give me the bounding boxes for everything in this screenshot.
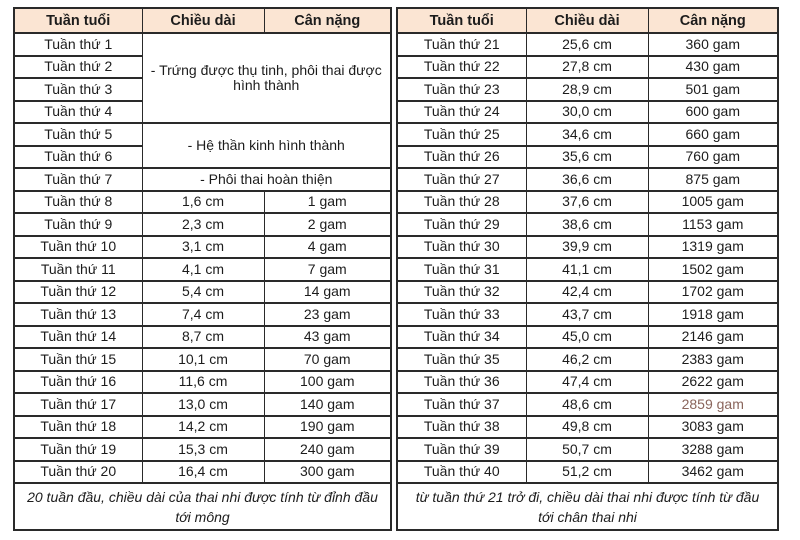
weeks-21-40-table	[396, 7, 779, 531]
length-cell: 42,4 cm	[526, 281, 648, 304]
length-cell: 34,6 cm	[526, 123, 648, 146]
weight-cell: 7 gam	[264, 258, 391, 281]
week-cell: Tuần thứ 5	[14, 123, 142, 146]
weight-cell: 4 gam	[264, 236, 391, 259]
week-cell: Tuần thứ 38	[397, 416, 526, 439]
week-cell: Tuần thứ 13	[14, 303, 142, 326]
table-row	[397, 416, 778, 439]
length-cell: 39,9 cm	[526, 236, 648, 259]
table-row	[14, 168, 391, 191]
week-cell: Tuần thứ 20	[14, 461, 142, 484]
weight-cell: 300 gam	[264, 461, 391, 484]
week-cell: Tuần thứ 19	[14, 438, 142, 461]
col-header-week: Tuần tuổi	[14, 8, 142, 33]
length-cell: 27,8 cm	[526, 56, 648, 79]
week-cell: Tuần thứ 31	[397, 258, 526, 281]
table-row	[397, 56, 778, 79]
week-cell: Tuần thứ 6	[14, 146, 142, 169]
weight-cell: 70 gam	[264, 348, 391, 371]
week-cell: Tuần thứ 23	[397, 78, 526, 101]
week-cell: Tuần thứ 22	[397, 56, 526, 79]
week-cell: Tuần thứ 24	[397, 101, 526, 124]
table-row	[14, 461, 391, 484]
length-cell: 37,6 cm	[526, 191, 648, 214]
footer-note: từ tuần thứ 21 trở đi, chiều dài thai nhi được tính từ đầu tới chân thai nhi	[397, 483, 778, 530]
col-header-length: Chiều dài	[142, 8, 264, 33]
weight-cell: 3083 gam	[648, 416, 778, 439]
weight-cell: 3462 gam	[648, 461, 778, 484]
weight-cell: 3288 gam	[648, 438, 778, 461]
weight-cell: 1319 gam	[648, 236, 778, 259]
footer-row	[397, 483, 778, 530]
weight-cell: 1153 gam	[648, 213, 778, 236]
table-row	[397, 281, 778, 304]
week-cell: Tuần thứ 37	[397, 393, 526, 416]
length-cell: 49,8 cm	[526, 416, 648, 439]
week-cell: Tuần thứ 4	[14, 101, 142, 124]
table-row	[14, 371, 391, 394]
weight-cell: 501 gam	[648, 78, 778, 101]
col-header-week: Tuần tuổi	[397, 8, 526, 33]
table-row	[14, 258, 391, 281]
weight-cell: 1502 gam	[648, 258, 778, 281]
note-cell: - Hệ thần kinh hình thành	[142, 123, 391, 168]
header-row	[397, 8, 778, 33]
week-cell: Tuần thứ 25	[397, 123, 526, 146]
week-cell: Tuần thứ 21	[397, 33, 526, 56]
weight-cell: 23 gam	[264, 303, 391, 326]
week-cell: Tuần thứ 1	[14, 33, 142, 56]
length-cell: 3,1 cm	[142, 236, 264, 259]
col-header-length: Chiều dài	[526, 8, 648, 33]
weight-cell: 240 gam	[264, 438, 391, 461]
length-cell: 5,4 cm	[142, 281, 264, 304]
table-row	[397, 258, 778, 281]
table-row	[397, 371, 778, 394]
table-row	[397, 123, 778, 146]
week-cell: Tuần thứ 17	[14, 393, 142, 416]
weight-cell: 2146 gam	[648, 326, 778, 349]
length-cell: 50,7 cm	[526, 438, 648, 461]
table-row	[397, 78, 778, 101]
length-cell: 45,0 cm	[526, 326, 648, 349]
length-cell: 46,2 cm	[526, 348, 648, 371]
length-cell: 28,9 cm	[526, 78, 648, 101]
weight-cell: 1918 gam	[648, 303, 778, 326]
week-cell: Tuần thứ 32	[397, 281, 526, 304]
table-row	[14, 281, 391, 304]
week-cell: Tuần thứ 26	[397, 146, 526, 169]
week-cell: Tuần thứ 34	[397, 326, 526, 349]
weight-cell: 360 gam	[648, 33, 778, 56]
length-cell: 7,4 cm	[142, 303, 264, 326]
week-cell: Tuần thứ 7	[14, 168, 142, 191]
length-cell: 10,1 cm	[142, 348, 264, 371]
length-cell: 16,4 cm	[142, 461, 264, 484]
footer-row	[14, 483, 391, 530]
table-row	[397, 33, 778, 56]
table-row	[14, 303, 391, 326]
week-cell: Tuần thứ 28	[397, 191, 526, 214]
length-cell: 35,6 cm	[526, 146, 648, 169]
weight-cell: 2383 gam	[648, 348, 778, 371]
week-cell: Tuần thứ 9	[14, 213, 142, 236]
length-cell: 2,3 cm	[142, 213, 264, 236]
table-row	[14, 213, 391, 236]
table-row	[397, 461, 778, 484]
weight-cell: 2 gam	[264, 213, 391, 236]
note-cell: - Phôi thai hoàn thiện	[142, 168, 391, 191]
length-cell: 30,0 cm	[526, 101, 648, 124]
table-row	[14, 191, 391, 214]
length-cell: 51,2 cm	[526, 461, 648, 484]
table-row	[397, 191, 778, 214]
table-row	[14, 393, 391, 416]
length-cell: 14,2 cm	[142, 416, 264, 439]
table-row	[14, 416, 391, 439]
week-cell: Tuần thứ 8	[14, 191, 142, 214]
length-cell: 4,1 cm	[142, 258, 264, 281]
week-cell: Tuần thứ 27	[397, 168, 526, 191]
week-cell: Tuần thứ 14	[14, 326, 142, 349]
table-row	[397, 236, 778, 259]
length-cell: 43,7 cm	[526, 303, 648, 326]
table-row	[14, 348, 391, 371]
weight-cell: 43 gam	[264, 326, 391, 349]
table-row	[14, 33, 391, 56]
weight-cell: 100 gam	[264, 371, 391, 394]
week-cell: Tuần thứ 29	[397, 213, 526, 236]
length-cell: 13,0 cm	[142, 393, 264, 416]
week-cell: Tuần thứ 11	[14, 258, 142, 281]
weight-cell: 140 gam	[264, 393, 391, 416]
length-cell: 48,6 cm	[526, 393, 648, 416]
col-header-weight: Cân nặng	[648, 8, 778, 33]
length-cell: 47,4 cm	[526, 371, 648, 394]
week-cell: Tuần thứ 36	[397, 371, 526, 394]
weight-cell: 600 gam	[648, 101, 778, 124]
weight-cell: 875 gam	[648, 168, 778, 191]
weight-cell: 660 gam	[648, 123, 778, 146]
weight-cell: 190 gam	[264, 416, 391, 439]
length-cell: 15,3 cm	[142, 438, 264, 461]
week-cell: Tuần thứ 10	[14, 236, 142, 259]
week-cell: Tuần thứ 33	[397, 303, 526, 326]
weeks-1-20-table	[13, 7, 392, 531]
weight-cell: 430 gam	[648, 56, 778, 79]
table-row	[14, 326, 391, 349]
length-cell: 1,6 cm	[142, 191, 264, 214]
length-cell: 25,6 cm	[526, 33, 648, 56]
length-cell: 11,6 cm	[142, 371, 264, 394]
note-cell: - Trứng được thụ tinh, phôi thai được hình thành	[142, 33, 391, 123]
weight-cell: 14 gam	[264, 281, 391, 304]
table-row	[397, 213, 778, 236]
week-cell: Tuần thứ 30	[397, 236, 526, 259]
table-row	[14, 123, 391, 146]
header-row	[14, 8, 391, 33]
week-cell: Tuần thứ 40	[397, 461, 526, 484]
table-row	[14, 438, 391, 461]
week-cell: Tuần thứ 18	[14, 416, 142, 439]
week-cell: Tuần thứ 12	[14, 281, 142, 304]
table-row	[397, 146, 778, 169]
table-row	[397, 393, 778, 416]
table-row	[397, 348, 778, 371]
table-row	[397, 438, 778, 461]
table-row	[397, 303, 778, 326]
week-cell: Tuần thứ 39	[397, 438, 526, 461]
length-cell: 36,6 cm	[526, 168, 648, 191]
table-row	[397, 168, 778, 191]
col-header-weight: Cân nặng	[264, 8, 391, 33]
week-cell: Tuần thứ 35	[397, 348, 526, 371]
weight-cell: 2859 gam	[648, 393, 778, 416]
weight-cell: 1005 gam	[648, 191, 778, 214]
table-row	[14, 236, 391, 259]
weight-cell: 1702 gam	[648, 281, 778, 304]
length-cell: 38,6 cm	[526, 213, 648, 236]
week-cell: Tuần thứ 16	[14, 371, 142, 394]
length-cell: 8,7 cm	[142, 326, 264, 349]
weight-cell: 1 gam	[264, 191, 391, 214]
weight-cell: 760 gam	[648, 146, 778, 169]
weight-cell: 2622 gam	[648, 371, 778, 394]
footer-note: 20 tuần đầu, chiều dài của thai nhi được tính từ đỉnh đầu tới mông	[14, 483, 391, 530]
table-row	[397, 326, 778, 349]
week-cell: Tuần thứ 3	[14, 78, 142, 101]
week-cell: Tuần thứ 2	[14, 56, 142, 79]
week-cell: Tuần thứ 15	[14, 348, 142, 371]
length-cell: 41,1 cm	[526, 258, 648, 281]
table-row	[397, 101, 778, 124]
